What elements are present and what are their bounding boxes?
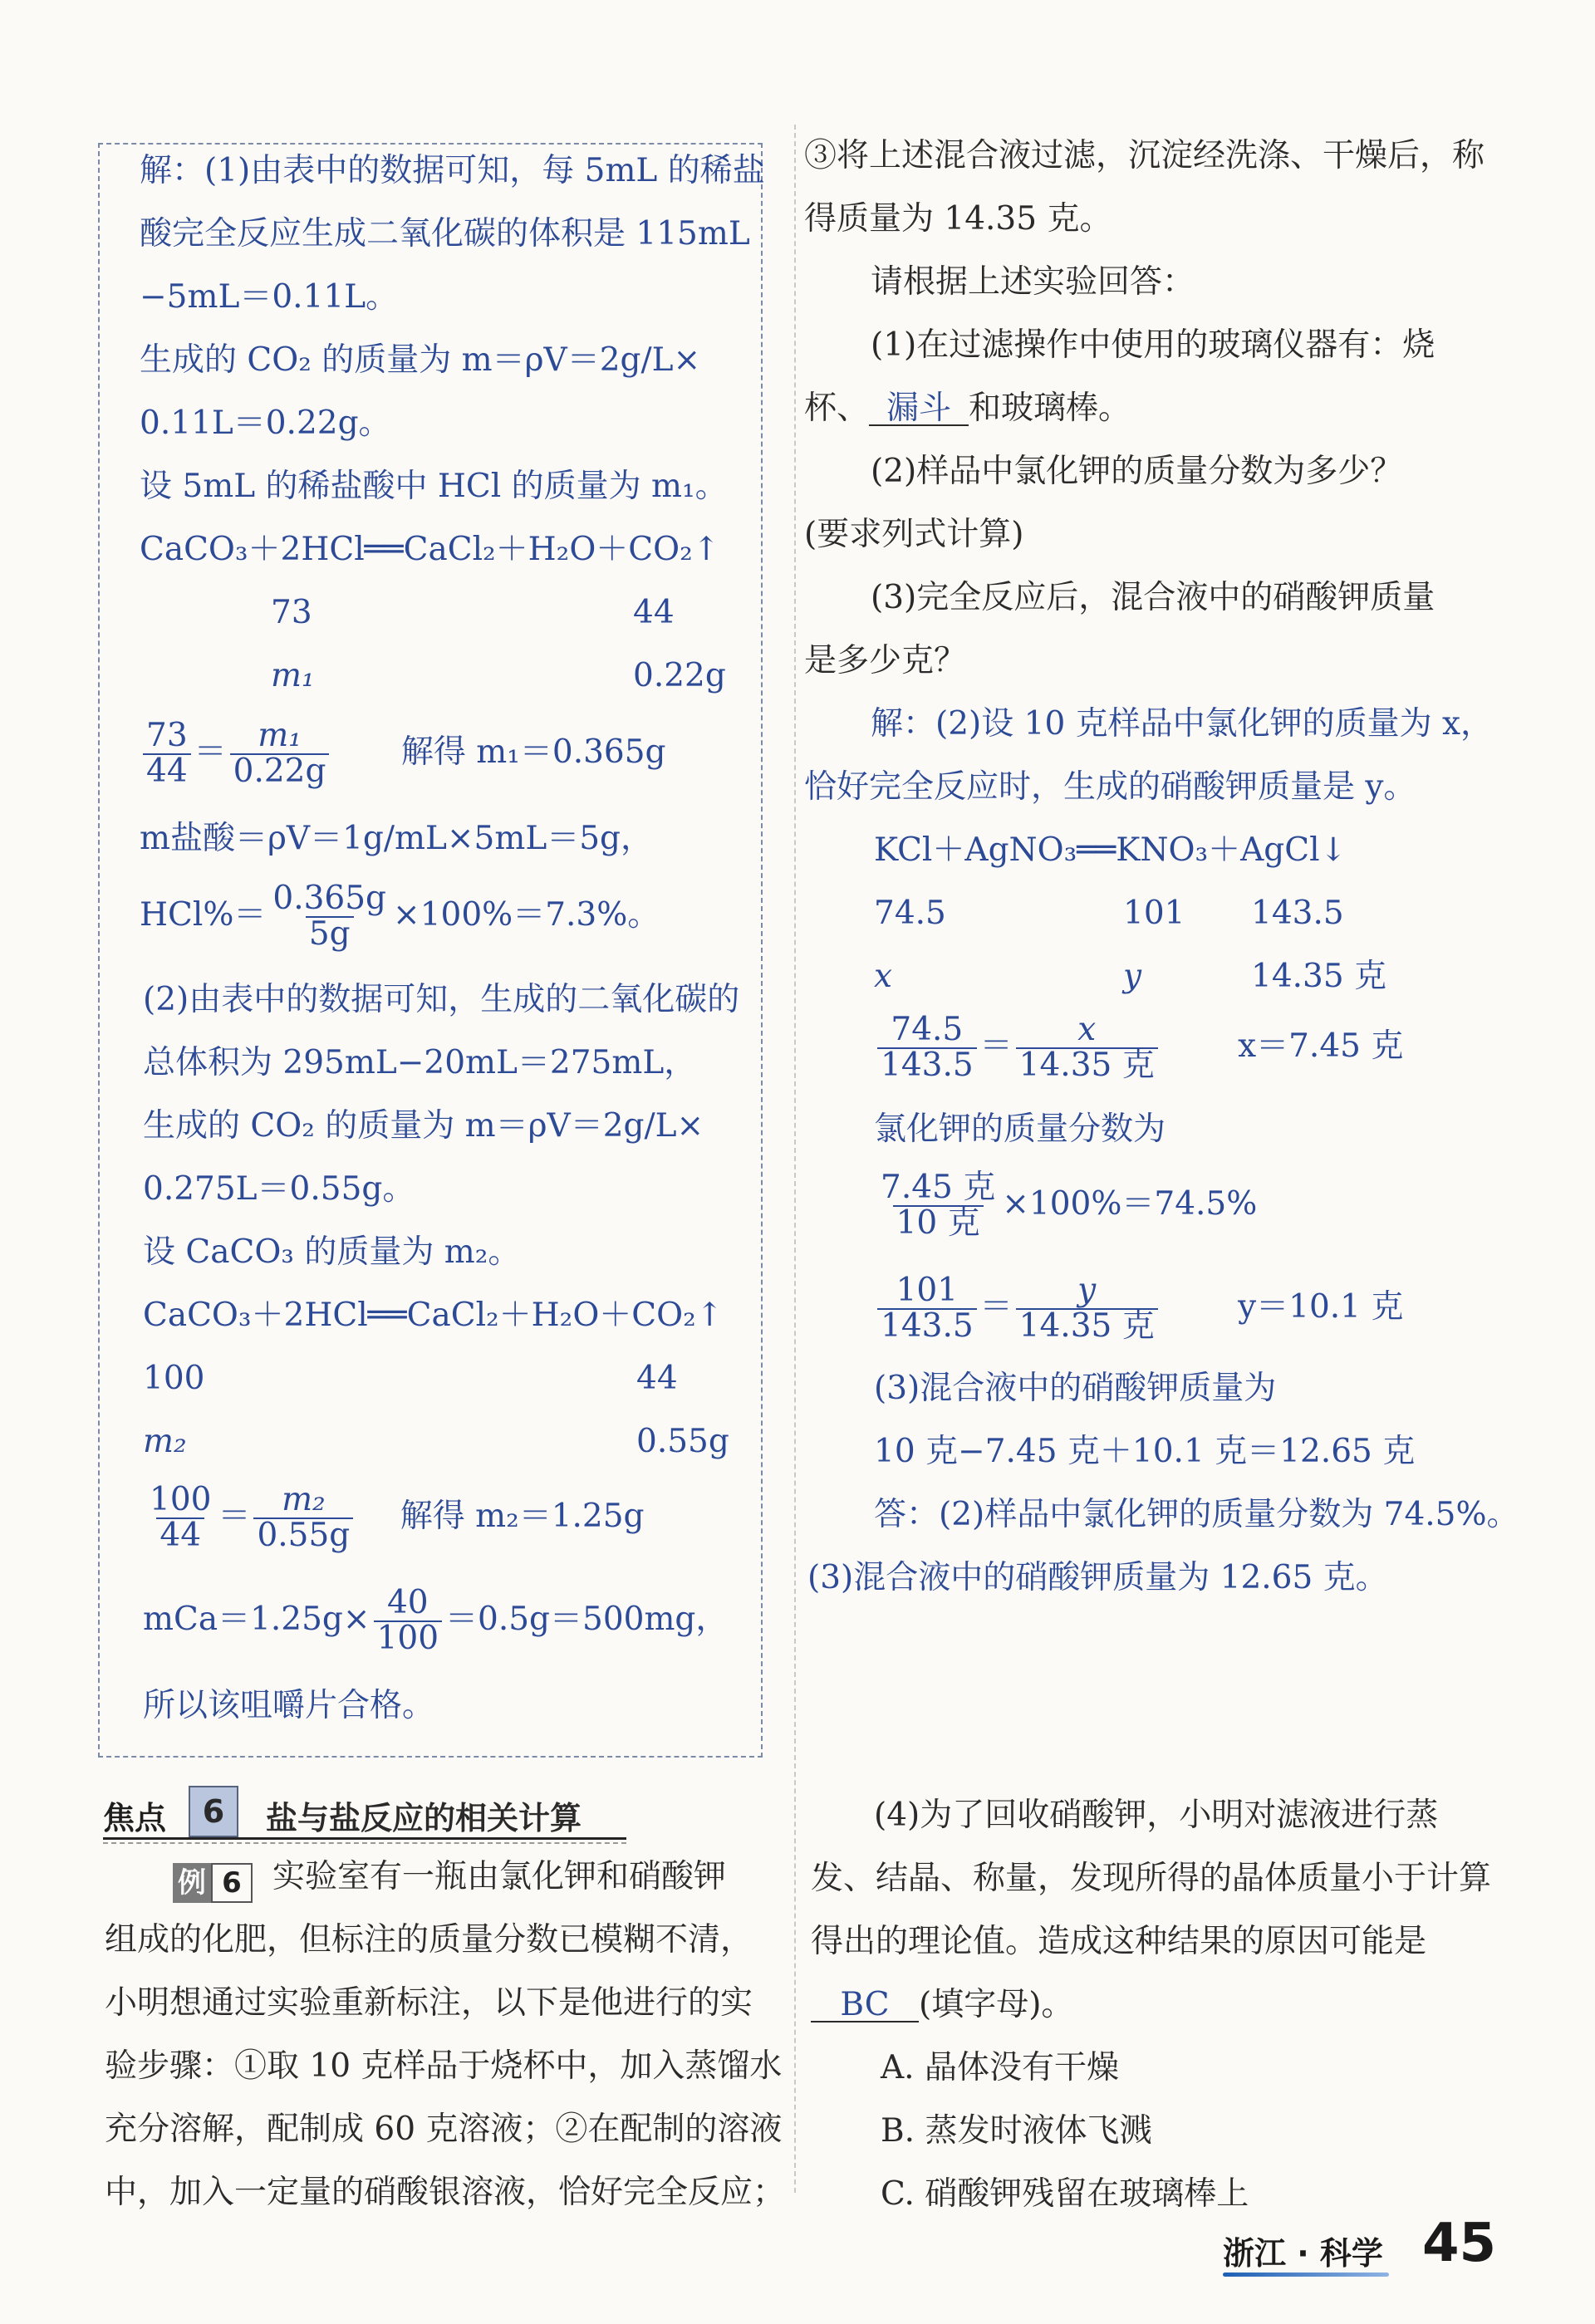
solution-line: (2)由表中的数据可知，生成的二氧化碳的 [143, 981, 740, 1018]
solution-line: 解：(1)由表中的数据可知，每 5mL 的稀盐 [140, 152, 765, 189]
proportion-line: $\frac{101}{143.5}$ ＝ $\frac{y}{\text{14.35 克}}$ y＝10.1 克 [874, 1274, 1403, 1344]
example-line: 例 6 实验室有一瓶由氯化钾和硝酸钾 [173, 1861, 726, 1903]
equation-variable: m₂ [143, 1423, 187, 1460]
proportion-line: $\frac{73}{44}$ ＝ $\frac{\text{m₁}}{0.22g}$ 解得 m₁＝0.365g [140, 719, 666, 789]
question-line: (3)完全反应后，混合液中的硝酸钾质量 [871, 579, 1436, 616]
equation-coefficient: 101 [1123, 895, 1185, 932]
solution-line: 0.11L＝0.22g。 [140, 404, 391, 442]
question-line: (4)为了回收硝酸钾，小明对滤液进行蒸 [874, 1797, 1439, 1834]
equation-coefficient: 44 [636, 1360, 678, 1397]
question-line: (2)样品中氯化钾的质量分数为多少？ [871, 453, 1403, 490]
solution-line: 恰好完全反应时，生成的硝酸钾质量是 y。 [804, 768, 1416, 806]
percentage-line: HCl%＝ $\frac{0.365g}{5g}$ ×100%＝7.3%。 [140, 880, 660, 953]
question-line: (1)在过滤操作中使用的玻璃仪器有：烧 [871, 326, 1436, 364]
answer-blank: 漏斗 [869, 392, 969, 426]
chemical-equation: KCl＋AgNO₃══KNO₃＋AgCl↓ [874, 831, 1347, 869]
solution-line: 0.275L＝0.55g。 [143, 1170, 415, 1208]
equation-coefficient: 100 [143, 1360, 205, 1397]
percentage-line: $\frac{\text{7.45 克}}{\text{10 克}}$ ×100%＝74.5% [881, 1169, 1258, 1242]
page-number: 45 [1422, 2213, 1497, 2274]
option-b: B. 蒸发时液体飞溅 [881, 2112, 1152, 2150]
equation-coefficient: 143.5 [1251, 895, 1344, 932]
example-line: 充分溶解，配制成 60 克溶液；②在配制的溶液 [105, 2111, 783, 2148]
question-line: 得质量为 14.35 克。 [804, 200, 1112, 238]
option-c: C. 硝酸钾残留在玻璃棒上 [881, 2175, 1249, 2213]
solution-line: m盐酸＝ρV＝1g/mL×5mL＝5g， [140, 820, 654, 857]
footer-subject: 浙江 · 科学 [1223, 2235, 1383, 2272]
conclusion-line: 所以该咀嚼片合格。 [143, 1687, 435, 1724]
question-line: 是多少克？ [804, 642, 967, 679]
solution-line: 总体积为 295mL−20mL＝275mL， [143, 1044, 697, 1081]
option-a: A. 晶体没有干燥 [881, 2049, 1119, 2086]
proportion-line: $\frac{100}{44}$ ＝ $\frac{\text{m₂}}{0.55g}$ 解得 m₂＝1.25g [150, 1481, 645, 1554]
question-line: 得出的理论值。造成这种结果的原因可能是 [811, 1923, 1427, 1960]
solution-line: 酸完全反应生成二氧化碳的体积是 115mL [140, 215, 750, 253]
answer-blank: BC [811, 1988, 919, 2022]
question-line: ③将上述混合液过滤，沉淀经洗涤、干燥后，称 [804, 137, 1485, 174]
example-line: 小明想通过实验重新标注，以下是他进行的实 [105, 1984, 753, 2022]
equation-coefficient: 73 [271, 594, 312, 631]
solution-line: 设 CaCO₃ 的质量为 m₂。 [143, 1233, 521, 1271]
question-line: 杯、 漏斗 和玻璃棒。 [804, 390, 1131, 427]
solution-line: 解：(2)设 10 克样品中氯化钾的质量为 x， [871, 705, 1494, 743]
example-line: 组成的化肥，但标注的质量分数已模糊不清， [105, 1921, 753, 1959]
example-tag: 例 6 [173, 1863, 253, 1903]
focus-title: 盐与盐反应的相关计算 [266, 1800, 582, 1836]
solution-line: 10 克−7.45 克＋10.1 克＝12.65 克 [874, 1433, 1416, 1470]
answer-line: (3)混合液中的硝酸钾质量为 12.65 克。 [807, 1559, 1388, 1596]
equation-coefficient: 74.5 [874, 895, 946, 932]
calcium-line: mCa＝1.25g× $\frac{40}{100}$ ＝0.5g＝500mg， [143, 1584, 729, 1657]
question-line: 请根据上述实验回答： [871, 263, 1195, 301]
equation-variable: y [1123, 958, 1142, 995]
chemical-equation: CaCO₃＋2HCl══CaCl₂＋H₂O＋CO₂↑ [140, 531, 720, 568]
question-line: BC (填字母)。 [811, 1988, 1073, 2022]
example-line: 验步骤：①取 10 克样品于烧杯中，加入蒸馏水 [105, 2047, 783, 2085]
chemical-equation: CaCO₃＋2HCl══CaCl₂＋H₂O＋CO₂↑ [143, 1297, 724, 1334]
focus-dashed-underline [103, 1842, 626, 1844]
focus-number: 6 [189, 1786, 238, 1837]
focus-label: 焦点 [103, 1800, 167, 1836]
solution-line: (3)混合液中的硝酸钾质量为 [874, 1370, 1277, 1407]
footer-underline [1223, 2273, 1389, 2277]
equation-value: 14.35 克 [1251, 958, 1387, 995]
solution-line: 氯化钾的质量分数为 [874, 1111, 1166, 1148]
solution-line: 生成的 CO₂ 的质量为 m＝ρV＝2g/L× [143, 1107, 704, 1145]
fraction: $\frac{\text{m₁}}{0.22g}$ [230, 719, 330, 789]
equation-value: 0.55g [636, 1423, 729, 1460]
equation-value: 0.22g [633, 657, 726, 694]
question-line: (要求列式计算) [804, 516, 1024, 553]
equation-coefficient: 44 [633, 594, 675, 631]
column-divider [794, 125, 796, 2193]
solution-line: 设 5mL 的稀盐酸中 HCl 的质量为 m₁。 [140, 468, 728, 505]
fraction: $\frac{73}{44}$ [143, 719, 191, 789]
equation-variable: x [874, 958, 892, 995]
example-line: 中，加入一定量的硝酸银溶液，恰好完全反应； [105, 2174, 786, 2211]
focus-header [103, 1784, 626, 1839]
equation-variable: m₁ [271, 657, 315, 694]
answer-line: 答：(2)样品中氯化钾的质量分数为 74.5%。 [874, 1496, 1519, 1533]
question-line: 发、结晶、称量，发现所得的晶体质量小于计算 [811, 1860, 1492, 1897]
solution-line: −5mL＝0.11L。 [140, 278, 399, 316]
proportion-line: $\frac{74.5}{143.5}$ ＝ $\frac{x}{\text{14.35 克}}$ x＝7.45 克 [874, 1013, 1403, 1083]
solution-line: 生成的 CO₂ 的质量为 m＝ρV＝2g/L× [140, 341, 701, 379]
focus-underline [103, 1837, 626, 1840]
